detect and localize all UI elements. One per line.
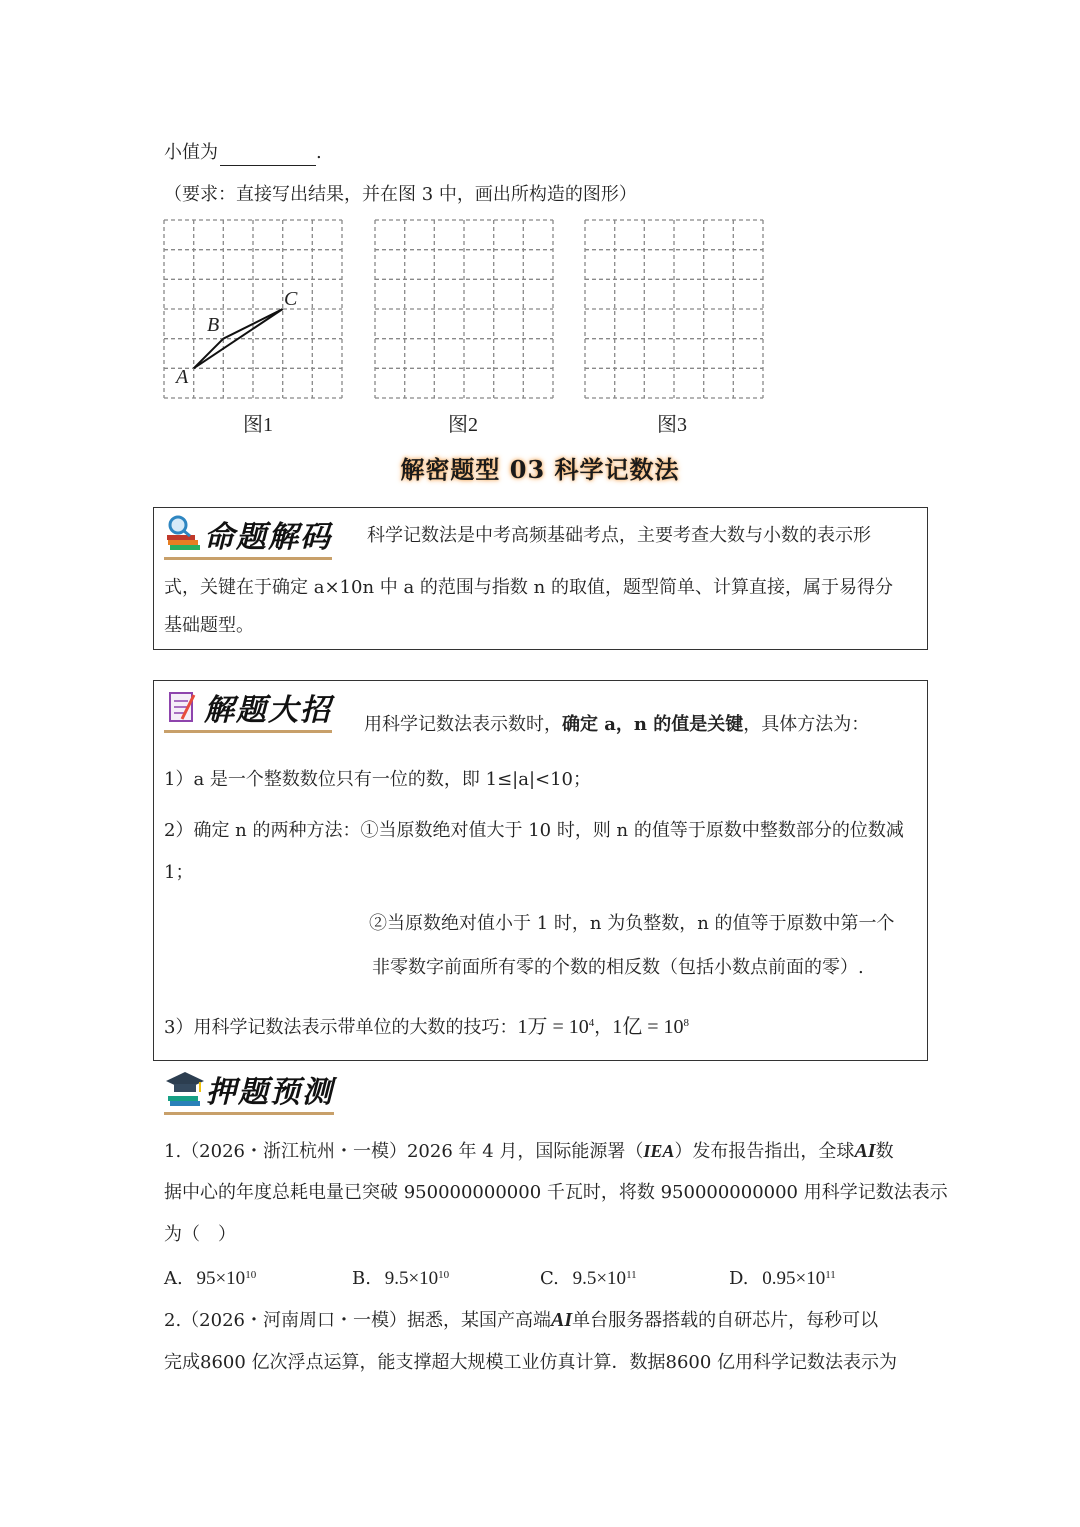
- intro-prefix: 用科学记数法表示数时，: [364, 714, 562, 735]
- figure-1-grid: [162, 218, 344, 400]
- graduation-cap-icon: [164, 1068, 206, 1110]
- q2-ai: AI: [550, 1309, 573, 1331]
- section-title: [0, 448, 1080, 487]
- requirement-note: （要求：直接写出结果，并在图 3 中，画出所构造的图形）: [164, 184, 637, 205]
- option-value: [573, 1268, 637, 1289]
- fill-blank-line: [164, 140, 322, 166]
- q1-line-1: [164, 1138, 894, 1165]
- option-base: 9.5×10: [572, 1268, 627, 1289]
- proposition-decode-badge: [164, 512, 332, 556]
- q2-line-2: 完成8600 亿次浮点运算，能支撑超大规模工业仿真计算．数据8600 亿用科学记数法表示为: [164, 1352, 898, 1373]
- solving-tips-title: 解题大招: [204, 693, 332, 728]
- fill-blank-suffix: .: [316, 142, 322, 163]
- q1-ai: AI: [854, 1140, 876, 1162]
- badge-underline: [164, 730, 332, 733]
- point-a-label: A: [176, 366, 189, 388]
- q1-text-a: 1.（2026・浙江杭州・一模）2026 年 4 月，国际能源署（: [164, 1141, 644, 1162]
- option-value: [196, 1268, 256, 1289]
- wan-exponent: 4: [588, 1017, 595, 1029]
- option-value: [762, 1268, 836, 1289]
- box2-intro: [364, 712, 869, 738]
- q2-line-1: [164, 1307, 878, 1334]
- solving-tips-badge: [164, 685, 332, 729]
- option-exponent: 10: [438, 1269, 450, 1281]
- box1-line-1: 科学记数法是中考高频基础考点，主要考查大数与小数的表示形: [367, 525, 871, 546]
- box1-line-2: 式，关键在于确定 a×10n 中 a 的范围与指数 n 的取值，题型简单、计算直接，属于易得分: [164, 577, 893, 598]
- q1-text-b: ）发布报告指出，全球: [674, 1141, 855, 1162]
- q1-line-2: 据中心的年度总耗电量已突破 950000000000 千瓦时，将数 950000000000 用科学记数法表示: [164, 1182, 948, 1203]
- yi-exponent: 8: [683, 1017, 690, 1029]
- option-letter: C.: [540, 1268, 559, 1289]
- wan-formula: [517, 1016, 594, 1038]
- option-letter: D.: [729, 1268, 749, 1289]
- q1-text-c: 数: [875, 1141, 894, 1162]
- figure-1-caption: 图1: [243, 414, 273, 436]
- figure-3-caption: 图3: [657, 414, 687, 436]
- q1-option-a[interactable]: [164, 1266, 256, 1292]
- intro-key-point: 确定 a，n 的值是关键: [562, 714, 744, 735]
- yi-formula: [612, 1016, 689, 1038]
- option-letter: A.: [164, 1268, 183, 1289]
- box2-item-3: [164, 1014, 689, 1041]
- box2-item-2b-line-2: 非零数字前面所有零的个数的相反数（包括小数点前面的零）.: [372, 957, 864, 978]
- option-base: 9.5×10: [384, 1268, 439, 1289]
- point-b-label: B: [207, 314, 220, 336]
- item3-separator: ，: [594, 1017, 613, 1038]
- q1-iea: IEA: [643, 1141, 675, 1161]
- wan-base: 1万 = 10: [517, 1016, 589, 1038]
- box2-item-2b-line-1: ②当原数绝对值小于 1 时，n 为负整数，n 的值等于原数中第一个: [369, 913, 895, 934]
- option-exponent: 11: [626, 1269, 637, 1281]
- option-value: [385, 1268, 449, 1289]
- box2-item-2: 2）确定 n 的两种方法：①当原数绝对值大于 10 时，则 n 的值等于原数中整数部分的位数减: [164, 820, 904, 841]
- item3-prefix: 3）用科学记数法表示带单位的大数的技巧：: [164, 1017, 518, 1038]
- magnifier-books-icon: [164, 514, 204, 554]
- q2-text-b: 单台服务器搭载的自研芯片，每秒可以: [572, 1310, 879, 1331]
- point-c-label: C: [284, 288, 298, 310]
- box2-item-1: 1）a 是一个整数数位只有一位的数，即 1≤|a|<10；: [164, 769, 592, 790]
- exam-prediction-title: 押题预测: [206, 1075, 334, 1110]
- option-exponent: 11: [825, 1269, 836, 1281]
- option-exponent: 10: [245, 1269, 257, 1281]
- figure-2-caption: 图2: [448, 414, 478, 436]
- option-base: 0.95×10: [762, 1268, 826, 1289]
- exam-prediction-badge: [164, 1067, 334, 1111]
- section-title-text: 解密题型 03 科学记数法: [400, 455, 680, 484]
- option-base: 95×10: [196, 1268, 246, 1289]
- intro-suffix: ，具体方法为：: [743, 714, 870, 735]
- badge-underline: [164, 557, 332, 560]
- q1-option-d[interactable]: [729, 1266, 836, 1292]
- yi-base: 1亿 = 10: [612, 1016, 684, 1038]
- q1-line-3: 为（ ）: [164, 1224, 236, 1245]
- figure-3-grid[interactable]: [583, 218, 765, 400]
- box2-item-2-cont: 1；: [164, 862, 194, 883]
- badge-underline: [164, 1112, 334, 1115]
- q1-option-c[interactable]: [540, 1266, 637, 1292]
- book-pen-icon: [164, 687, 204, 727]
- option-letter: B.: [352, 1268, 371, 1289]
- q1-option-b[interactable]: [352, 1266, 449, 1292]
- box1-line-3: 基础题型。: [164, 615, 254, 636]
- proposition-decode-title: 命题解码: [204, 520, 332, 555]
- q2-text-a: 2.（2026・河南周口・一模）据悉，某国产高端: [164, 1310, 551, 1331]
- fill-blank-prefix: 小值为: [164, 142, 218, 163]
- figure-2-grid: [373, 218, 555, 400]
- answer-blank[interactable]: [220, 147, 316, 166]
